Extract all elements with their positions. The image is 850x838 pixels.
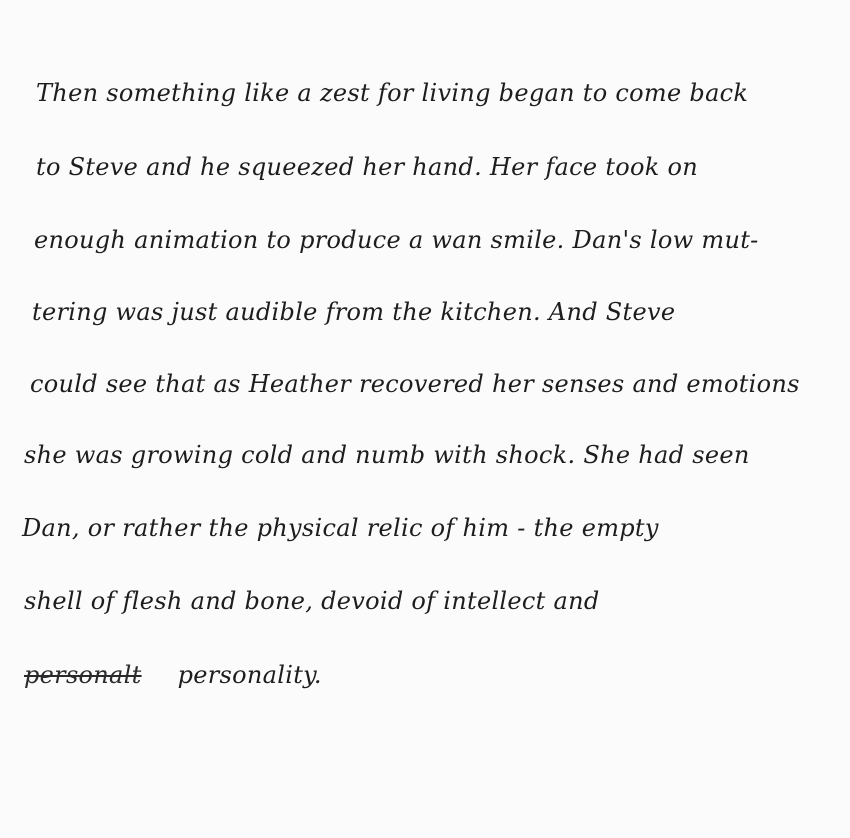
final-word: personality. bbox=[177, 661, 322, 689]
text-line-3: enough animation to produce a wan smile. Dan's low mut- bbox=[34, 226, 759, 254]
text-line-8: shell of flesh and bone, devoid of intellect and bbox=[24, 587, 600, 615]
text-line-1: Then something like a zest for living began to come back bbox=[36, 79, 749, 107]
text-line-2: to Steve and he squeezed her hand. Her face took on bbox=[36, 153, 699, 181]
text-line-7: Dan, or rather the physical relic of him - the empty bbox=[22, 514, 659, 542]
text-line-5: could see that as Heather recovered her senses and emotions bbox=[30, 370, 800, 398]
text-line-4: tering was just audible from the kitchen. And Steve bbox=[32, 298, 676, 326]
text-line-6: she was growing cold and numb with shock. She had seen bbox=[24, 441, 750, 469]
text-line-9 bbox=[24, 660, 322, 690]
struck-out-word: personalt bbox=[24, 661, 142, 689]
